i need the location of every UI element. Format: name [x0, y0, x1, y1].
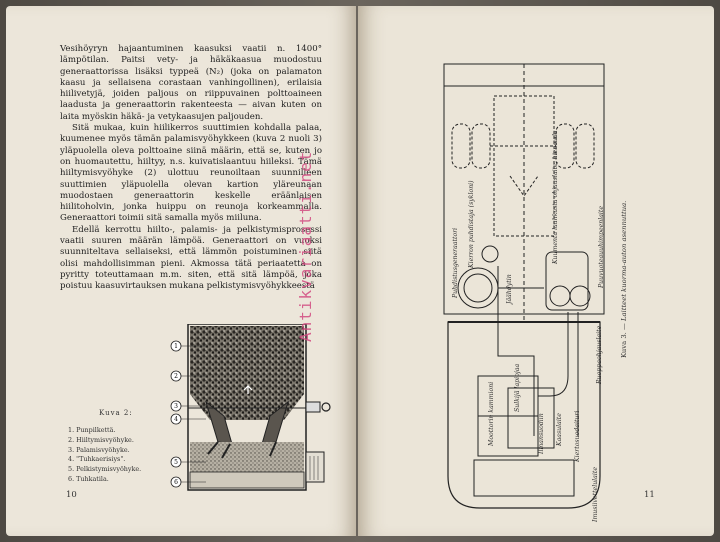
label-carburetor: Kaasulaite: [556, 413, 563, 446]
figure-title: Kuva 2:: [99, 409, 133, 417]
label-shutter: Sulkijä lapiojaa: [514, 363, 521, 412]
caption-lead: Kuva 3. —: [620, 323, 628, 358]
marker-5: 5: [174, 459, 178, 466]
right-page: [358, 6, 714, 536]
truck-installation-diagram: [438, 56, 618, 516]
paragraph-1: Vesihöyryn hajaantuminen kaasuksi vaatii n. 1400° lämpötilan. Paitsi vety- ja häkäkaasua muodostuu generaattorissa lisäksi typpeä (N₂) (joka on palamaton kaasu ja sellaisena corastaan vanhingollinen), erilaisia hiilivetyjä, joiden paljous on riippuvainen polttoaineen laadusta ja generaattorin rakenteesta — aivan kuten on laita myöskin häkä- ja vetykaasujen paljouden.: [60, 44, 322, 122]
marker-1: 1: [174, 343, 178, 350]
figure-caption: [620, 201, 628, 358]
page-number-left: 10: [66, 490, 77, 500]
label-generator: Puhdistusgeneraattori: [452, 227, 459, 298]
marker-6: 6: [174, 479, 178, 486]
marker-2: 2: [174, 373, 178, 380]
label-circulation-filter: Kiertosuodaituri: [574, 410, 581, 462]
figure-legend: [68, 426, 141, 485]
legend-item: 5. Pelkistymisvyöhyke.: [68, 465, 142, 474]
label-fine-cleaner: Kuumenta lauhkasta ohjauslaite, hienouda: [552, 130, 559, 264]
legend-item: 6. Tuhkatila.: [68, 474, 109, 483]
generator-diagram: [166, 324, 338, 494]
caption-text: Laitteet kuorma-auton asennuttua.: [620, 200, 628, 322]
label-control: Ruoppaohjauslaite: [596, 325, 603, 384]
marker-4: 4: [174, 416, 178, 423]
watermark-text: Antikvariaatti.net: [296, 150, 315, 342]
marker-3: 3: [174, 403, 178, 410]
watermark: [296, 150, 315, 342]
label-cooler: Jäähdytin: [506, 274, 513, 304]
legend-item: 4. "Tuhkaerisiys".: [68, 455, 126, 464]
legend-item: 1. Punpilkettä.: [68, 426, 116, 434]
left-text-block: [60, 44, 322, 293]
paragraph-3: Edellä kerrottu hiilto-, palamis- ja pelkistymisprosessi vaatii suuren määrän lämpöä. Generaattori on vuoksi suunniteltava sellaiseksi, että lämmön poistuminen siitä olisi mahdollisimman pieni. Akmossa tätä periaatetta on pyritty toteuttamaan m.m. siten, että sitä lämpöä, joka poistuu kaasuvirtauksen mukana pelkistymisvyöhykkeestä: [60, 224, 322, 292]
legend-item: 2. Hiiltymisvyöhyke.: [68, 435, 134, 444]
label-air-filter: Ilmansuodiin: [538, 413, 545, 454]
label-fuel-feeder: Puuvuoteauuhimpeenlaite: [598, 205, 605, 288]
label-engine-chamber: Moottorin kammioni: [488, 381, 495, 446]
label-cyclone: Kierron puhdistaja (sykloni): [468, 180, 475, 268]
figure-markers: [171, 341, 181, 487]
paragraph-2: Sitä mukaa, kuin hiilikerros suuttimien kohdalla palaa, kuumenee myös tämän palamisvyöhykkeen (kuva 2 nuoli 3) yläpuolella oleva polttoaine siinä määrin, että se, kuten jo on huomautettu, hiiltyy, n.s. kuivatislaantuu hiileksi. Tämä hiiltymisvyöhyke (2) ulottuu reunoiltaan suunnilleen suuttimien yläpuolella olevan kartion yläreunaan muodostaen generaattorin keskelle eräänlaisen hiilitoholvin, jonka huippu on reunoja korkeammalla. Generaattori toimii sitä samalla myös miiluna.: [60, 123, 322, 224]
legend-item: 3. Palamisvyöhyke.: [68, 445, 130, 454]
label-intake-device: Imusiivettelulaite: [592, 467, 599, 522]
page-number-right: 11: [644, 490, 655, 500]
